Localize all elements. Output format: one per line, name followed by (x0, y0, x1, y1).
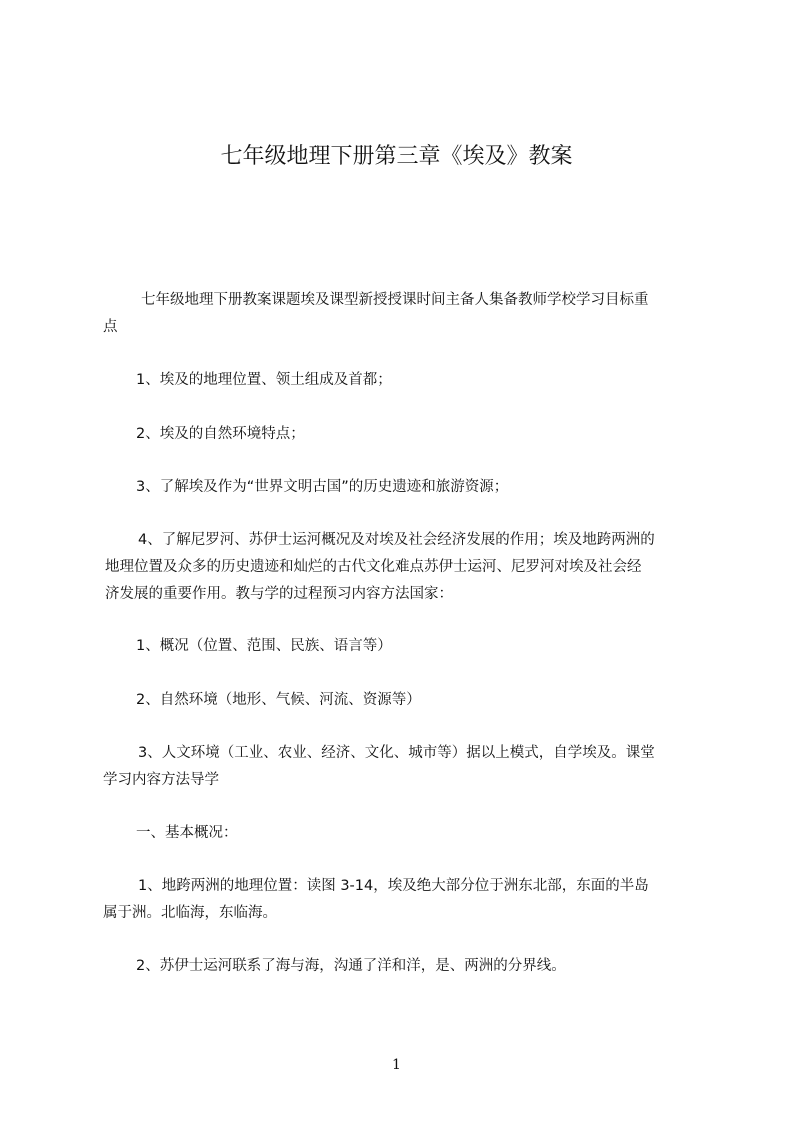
paragraph-item (136, 421, 305, 448)
paragraph-line: 一、基本概况： (136, 825, 238, 841)
document-title: 七年级地理下册第三章《埃及》教案 (220, 144, 573, 169)
paragraph-line: 济发展的重要作用。教与学的过程预习内容方法国家： (105, 586, 453, 602)
paragraph-line: 1、埃及的地理位置、领土组成及首都； (136, 372, 392, 388)
paragraph-line: 4、了解尼罗河、苏伊士运河概况及对埃及社会经济发展的作用；埃及地跨两洲的 (138, 532, 655, 548)
paragraph-item (136, 633, 392, 660)
paragraph-line: 点 (103, 319, 118, 335)
paragraph-line: 地理位置及众多的历史遗迹和灿烂的古代文化难点苏伊士运河、尼罗河对埃及社会经 (105, 559, 642, 575)
paragraph-line: 七年级地理下册教案课题埃及课型新授授课时间主备人集备教师学校学习目标重 (141, 292, 649, 308)
section-heading (136, 820, 238, 847)
paragraph-line: 3、了解埃及作为“世界文明古国”的历史遗迹和旅游资源； (136, 479, 509, 495)
paragraph-intro (103, 287, 649, 341)
paragraph-item (136, 953, 566, 980)
paragraph-item (105, 527, 655, 608)
paragraph-line: 2、自然环境（地形、气候、河流、资源等） (136, 692, 421, 708)
paragraph-line: 属于洲。北临海，东临海。 (103, 905, 277, 921)
paragraph-item (103, 740, 655, 794)
page-number: 1 (392, 1057, 401, 1073)
paragraph-line: 学习内容方法导学 (103, 772, 219, 788)
paragraph-item (103, 873, 649, 927)
paragraph-item (136, 367, 392, 394)
paragraph-line: 2、苏伊士运河联系了海与海，沟通了洋和洋，是、两洲的分界线。 (136, 958, 566, 974)
paragraph-line: 1、地跨两洲的地理位置：读图 3-14，埃及绝大部分位于洲东北部，东面的半岛 (138, 878, 649, 894)
paragraph-line: 3、人文环境（工业、农业、经济、文化、城市等）据以上模式，自学埃及。课堂 (138, 745, 655, 761)
paragraph-item (136, 474, 508, 501)
paragraph-line: 2、埃及的自然环境特点； (136, 426, 305, 442)
paragraph-line: 1、概况（位置、范围、民族、语言等） (136, 638, 392, 654)
paragraph-item (136, 687, 421, 714)
